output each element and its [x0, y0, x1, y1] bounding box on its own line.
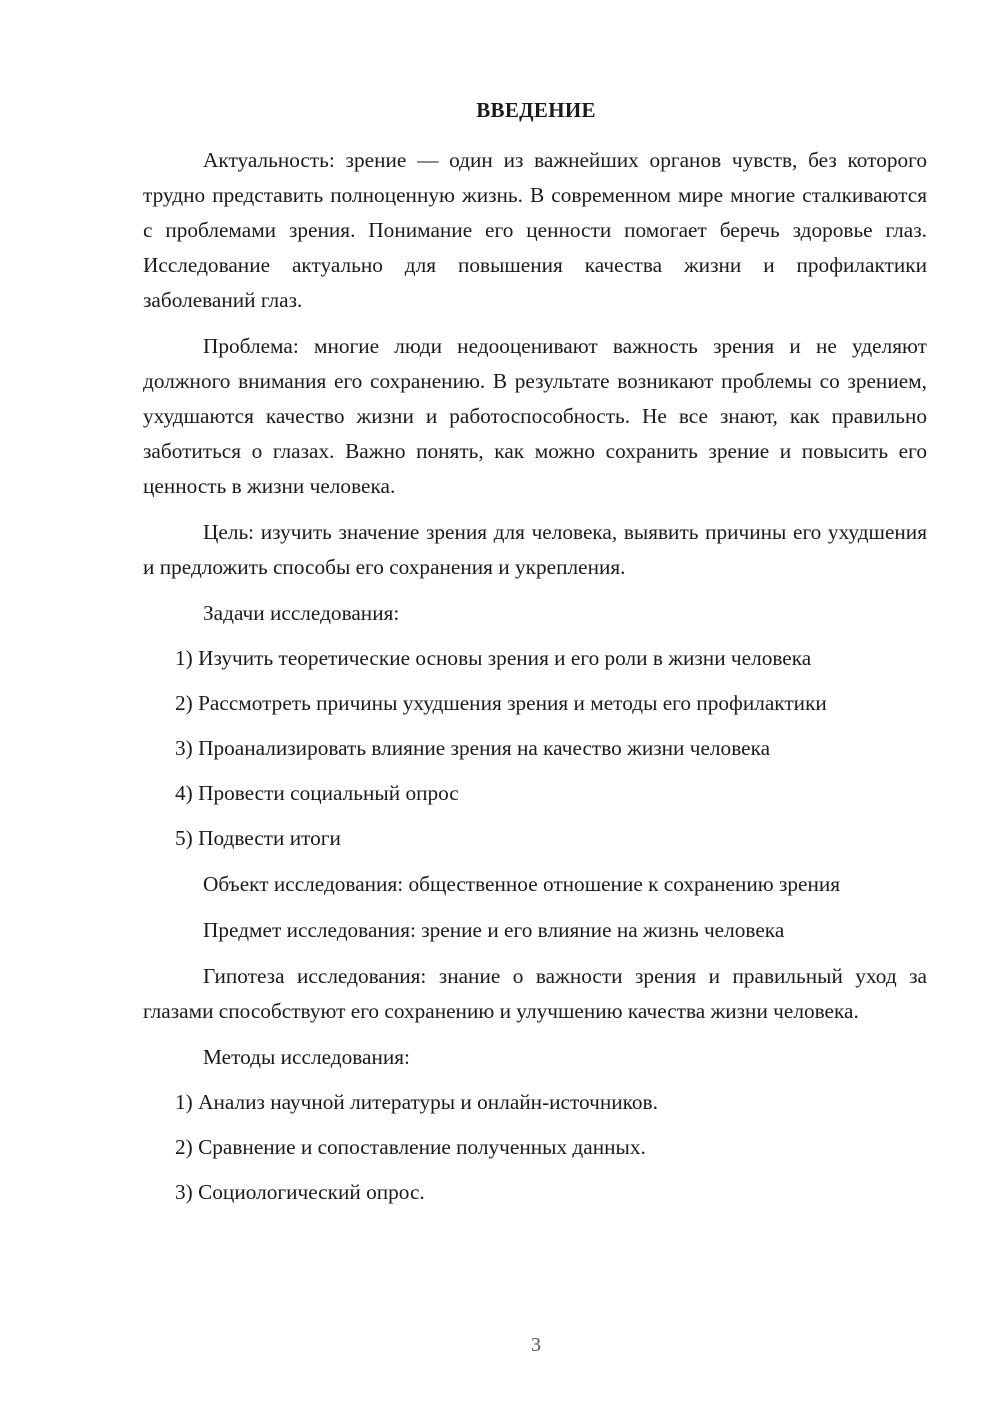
problem-paragraph: Проблема: многие люди недооценивают важность зрения и не уделяют должного внимания его сохранению. В результате возникают проблемы со зрением, ухудшаются качество жизни и работоспособность. Не все знают, как правильно заботиться о глазах. Важно понять, как можно сохранить зрение и повысить его ценность в жизни человека.: [143, 334, 927, 498]
document-body: [143, 143, 927, 1210]
tasks-heading: Задачи исследования:: [203, 601, 400, 625]
method-item: 1) Анализ научной литературы и онлайн-источников.: [175, 1090, 658, 1114]
methods-heading: Методы исследования:: [203, 1045, 410, 1069]
hypothesis-paragraph: Гипотеза исследования: знание о важности зрения и правильный уход за глазами способствуют его сохранению и улучшению качества жизни человека.: [143, 964, 927, 1023]
goal-paragraph: Цель: изучить значение зрения для человека, выявить причины его ухудшения и предложить способы его сохранения и укрепления.: [143, 520, 927, 579]
page-title: ВВЕДЕНИЕ: [476, 98, 596, 122]
task-item: 4) Провести социальный опрос: [175, 781, 459, 805]
object-paragraph: Объект исследования: общественное отношение к сохранению зрения: [203, 872, 841, 896]
subject-paragraph: Предмет исследования: зрение и его влияние на жизнь человека: [203, 918, 785, 942]
page-number: 3: [531, 1334, 541, 1356]
method-item: 3) Социологический опрос.: [175, 1180, 425, 1204]
task-item: 5) Подвести итоги: [175, 826, 341, 850]
task-item: 2) Рассмотреть причины ухудшения зрения и методы его профилактики: [175, 691, 827, 715]
relevance-paragraph: Актуальность: зрение — один из важнейших органов чувств, без которого трудно представить полноценную жизнь. В современном мире многие сталкиваются с проблемами зрения. Понимание его ценности помогает беречь здоровье глаз. Исследование актуально для повышения качества жизни и профилактики заболеваний глаз.: [143, 148, 927, 312]
task-item: 3) Проанализировать влияние зрения на качество жизни человека: [175, 736, 771, 760]
method-item: 2) Сравнение и сопоставление полученных данных.: [175, 1135, 646, 1159]
task-item: 1) Изучить теоретические основы зрения и его роли в жизни человека: [175, 646, 812, 670]
